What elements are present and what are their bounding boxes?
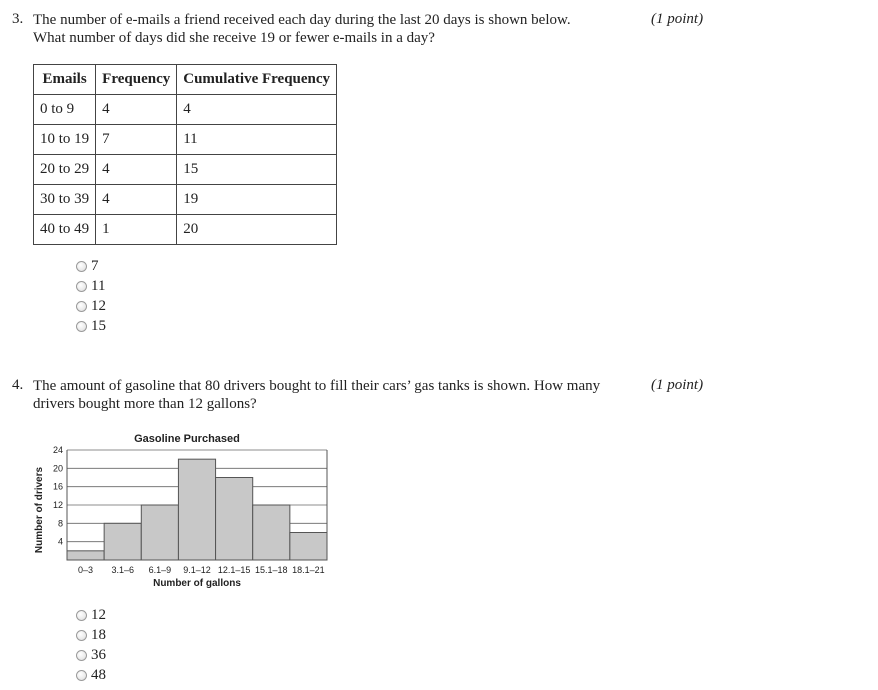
- histogram-bar: [253, 505, 290, 560]
- question-text-line1: The number of e-mails a friend received each day during the last 20 days is shown below.: [33, 12, 571, 28]
- answer-choice[interactable]: 12: [76, 605, 106, 625]
- table-cell: 19: [177, 185, 337, 215]
- table-cell: 4: [96, 95, 177, 125]
- answer-choice[interactable]: 11: [76, 276, 106, 296]
- radio-button[interactable]: [76, 670, 87, 681]
- radio-button[interactable]: [76, 321, 87, 332]
- table-row: [34, 95, 337, 125]
- x-tick-label: 15.1–18: [255, 565, 288, 575]
- x-tick-label: 18.1–21: [292, 565, 325, 575]
- answer-choice[interactable]: 18: [76, 625, 106, 645]
- answer-choices-q4: [76, 605, 106, 685]
- y-tick-label: 12: [52, 500, 63, 510]
- radio-button[interactable]: [76, 610, 87, 621]
- y-tick-label: 24: [52, 445, 63, 455]
- histogram-bar: [290, 533, 327, 561]
- x-tick-label: 0–3: [78, 565, 94, 575]
- question-number: 4.: [12, 377, 24, 393]
- chart-title: Gasoline Purchased: [134, 433, 240, 445]
- x-tick-label: 6.1–9: [148, 565, 172, 575]
- y-tick-label: 20: [52, 463, 63, 474]
- radio-button[interactable]: [76, 301, 87, 312]
- table-cell: 0 to 9: [34, 95, 96, 125]
- table-cell: 4: [177, 95, 337, 125]
- x-tick-label: 12.1–15: [217, 565, 251, 575]
- answer-choice[interactable]: 7: [76, 256, 106, 276]
- table-cell: 15: [177, 155, 337, 185]
- question-text-line2: What number of days did she receive 19 or fewer e-mails in a day?: [33, 30, 435, 46]
- table-cell: 4: [96, 155, 177, 185]
- table-row: [34, 155, 337, 185]
- y-tick-label: 8: [57, 518, 63, 529]
- histogram-bar: [104, 523, 141, 560]
- frequency-table: [33, 64, 337, 245]
- radio-button[interactable]: [76, 650, 87, 661]
- table-header: Frequency: [96, 65, 177, 95]
- table-row: [34, 185, 337, 215]
- table-row: [34, 125, 337, 155]
- histogram-bar: [141, 505, 178, 560]
- y-axis-label: Number of drivers: [34, 466, 45, 554]
- answer-choice[interactable]: 48: [76, 665, 106, 685]
- table-cell: 10 to 19: [34, 125, 96, 155]
- table-cell: 1: [96, 215, 177, 245]
- question-text-line1: The amount of gasoline that 80 drivers bought to fill their cars’ gas tanks is shown. How many: [33, 378, 601, 394]
- answer-choice[interactable]: 12: [76, 296, 106, 316]
- question-number: 3.: [12, 11, 24, 27]
- histogram-bar: [216, 478, 253, 561]
- question-points: (1 point): [651, 377, 704, 393]
- histogram-bar: [178, 459, 215, 560]
- table-cell: 4: [96, 185, 177, 215]
- question-points: (1 point): [651, 11, 704, 27]
- histogram-bar: [67, 551, 104, 560]
- table-cell: 20: [177, 215, 337, 245]
- table-cell: 20 to 29: [34, 155, 96, 185]
- table-row: [34, 215, 337, 245]
- table-header-row: [34, 65, 337, 95]
- question-text-line2: drivers bought more than 12 gallons?: [33, 396, 257, 412]
- y-tick-label: 16: [52, 481, 63, 492]
- answer-choice[interactable]: 15: [76, 316, 106, 336]
- table-cell: 40 to 49: [34, 215, 96, 245]
- table-cell: 11: [177, 125, 337, 155]
- table-cell: 7: [96, 125, 177, 155]
- histogram-chart: [30, 428, 340, 593]
- x-axis-label: Number of gallons: [153, 578, 241, 589]
- x-tick-label: 3.1–6: [111, 565, 134, 575]
- table-header: Emails: [34, 65, 96, 95]
- radio-button[interactable]: [76, 281, 87, 292]
- answer-choices-q3: [76, 256, 106, 336]
- radio-button[interactable]: [76, 630, 87, 641]
- table-cell: 30 to 39: [34, 185, 96, 215]
- radio-button[interactable]: [76, 261, 87, 272]
- answer-choice[interactable]: 36: [76, 645, 106, 665]
- y-tick-label: 4: [57, 536, 63, 547]
- table-header: Cumulative Frequency: [177, 65, 337, 95]
- x-tick-label: 9.1–12: [183, 565, 211, 575]
